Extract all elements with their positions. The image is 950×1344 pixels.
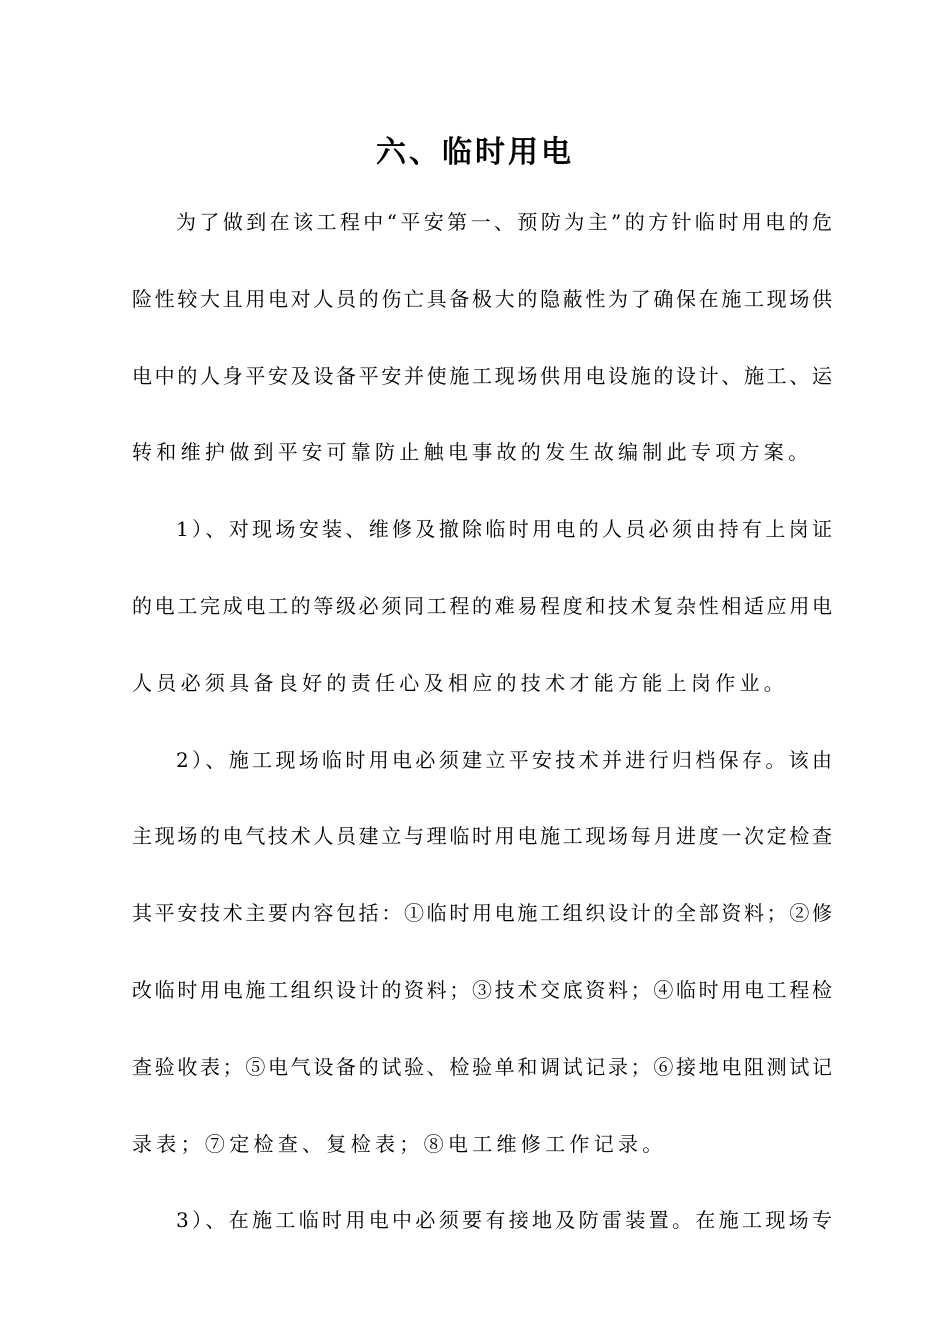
body-text bbox=[132, 184, 832, 1259]
text-line: 2）、施工现场临时用电必须建立平安技术并进行归档保存。该由 bbox=[176, 747, 832, 772]
text-line: 其平安技术主要内容包括：①临时用电施工组织设计的全部资料；②修 bbox=[132, 901, 832, 926]
text-line: 为了做到在该工程中“平安第一、预防为主”的方针临时用电的危 bbox=[176, 210, 832, 234]
text-line: 电中的人身平安及设备平安并使施工现场供用电设施的设计、施工、运 bbox=[132, 363, 832, 388]
text-line: 查验收表；⑤电气设备的试验、检验单和调试记录；⑥接地电阻测试记 bbox=[132, 1054, 832, 1079]
text-line: 主现场的电气技术人员建立与理临时用电施工现场每月进度一次定检查 bbox=[132, 824, 832, 849]
text-line: 转和维护做到平安可靠防止触电事故的发生故编制此专项方案。 bbox=[132, 440, 813, 465]
text-line: 改临时用电施工组织设计的资料；③技术交底资料；④临时用电工程检 bbox=[132, 977, 832, 1002]
text-line: 险性较大且用电对人员的伤亡具备极大的隐蔽性为了确保在施工现场供 bbox=[132, 286, 832, 311]
section-title: 六、临时用电 bbox=[376, 135, 574, 170]
text-line: 人员必须具备良好的责任心及相应的技术才能方能上岗作业。 bbox=[132, 670, 789, 695]
text-line: 3）、在施工临时用电中必须要有接地及防雷装置。在施工现场专 bbox=[176, 1208, 832, 1233]
text-line: 的电工完成电工的等级必须同工程的难易程度和技术复杂性相适应用电 bbox=[132, 593, 832, 618]
text-line: 1）、对现场安装、维修及撤除临时用电的人员必须由持有上岗证 bbox=[176, 517, 832, 542]
text-line: 录表；⑦定检查、复检表；⑧电工维修工作记录。 bbox=[132, 1131, 667, 1156]
